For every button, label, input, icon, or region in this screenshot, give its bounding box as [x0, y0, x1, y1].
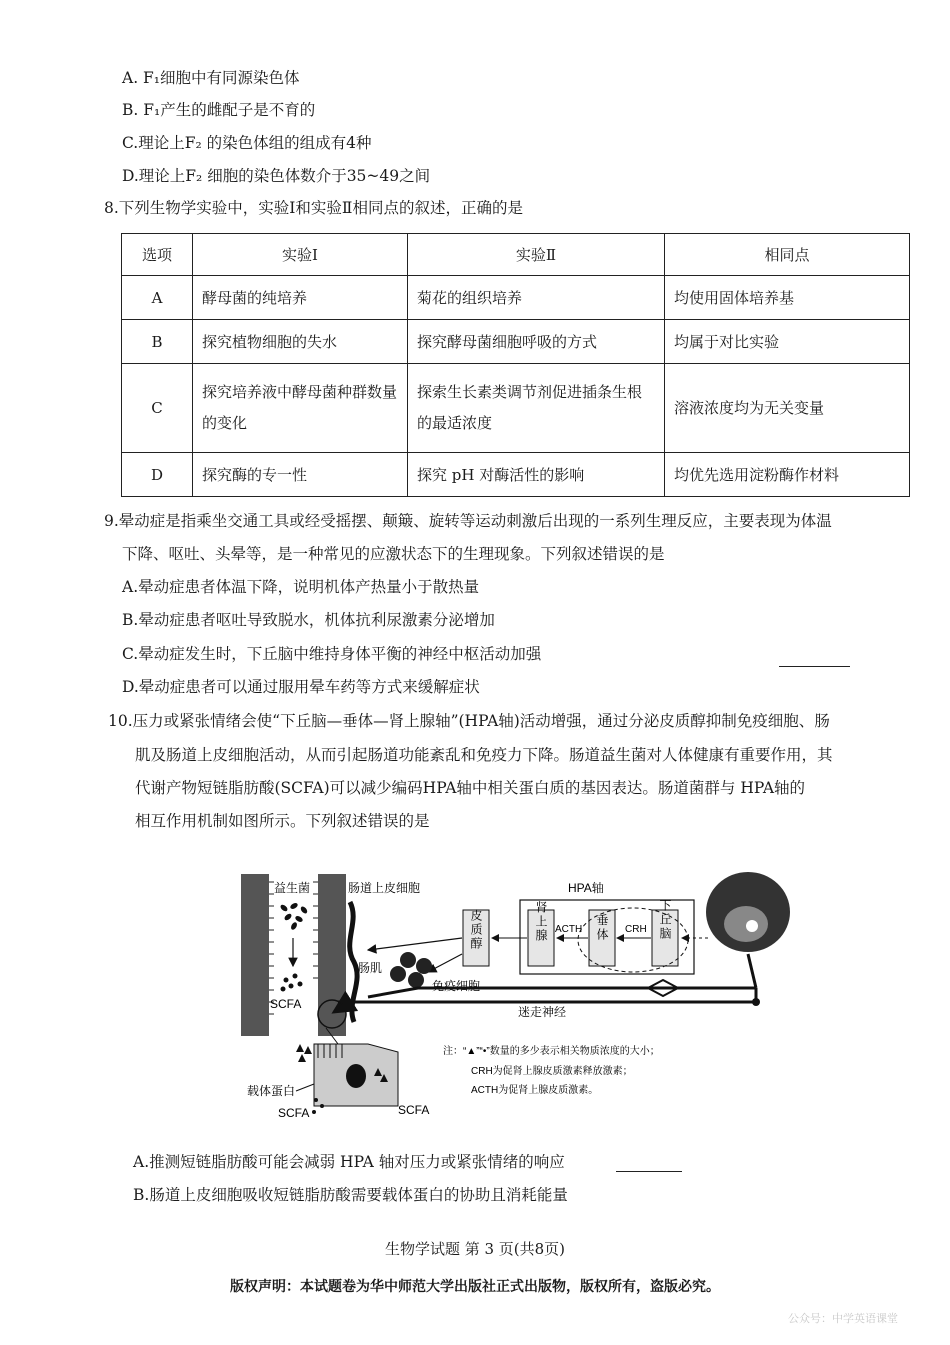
- hpa-gut-figure: [238, 862, 798, 1122]
- label-adrenal: 肾上腺: [534, 901, 548, 943]
- label-hpa-axis: HPA轴: [568, 881, 604, 895]
- immune-cells-icon: [390, 952, 432, 988]
- label-pituitary: 垂体: [595, 914, 609, 942]
- q8-stem: 8.下列生物学实验中，实验Ⅰ和实验Ⅱ相同点的叙述，正确的是: [104, 199, 523, 217]
- label-cortisol: 皮质醇: [469, 909, 483, 951]
- row-option: B: [122, 320, 193, 364]
- answer-blank: [616, 1170, 682, 1172]
- label-vagus: 迷走神经: [518, 1005, 567, 1019]
- figure-note-3: ACTH为促肾上腺皮质激素。: [471, 1085, 599, 1096]
- row-same: 均使用固体培养基: [665, 276, 910, 320]
- label-hypothalamus: 下丘脑: [658, 899, 672, 941]
- q10-stem-line2: 肌及肠道上皮细胞活动，从而引起肠道功能紊乱和免疫力下降。肠道益生菌对人体健康有重要作用，其: [135, 746, 833, 764]
- label-probiotic: 益生菌: [274, 881, 311, 895]
- q7-option-b: B. F₁产生的雌配子是不育的: [122, 101, 316, 119]
- table-row: [122, 320, 910, 364]
- label-scfa-right: SCFA: [398, 1103, 430, 1117]
- page-footer: 生物学试题 第 3 页(共8页): [384, 1240, 566, 1258]
- label-scfa-top: SCFA: [270, 997, 302, 1011]
- row-option: D: [122, 453, 193, 497]
- header-exp1: 实验Ⅰ: [193, 234, 408, 276]
- q10-stem-line1: 10.压力或紧张情绪会使“下丘脑—垂体—肾上腺轴”(HPA轴)活动增强，通过分泌皮质醇抑制免疫细胞、肠: [108, 712, 830, 730]
- row-exp1: 探究植物细胞的失水: [193, 320, 408, 364]
- label-carrier-protein: 载体蛋白: [247, 1084, 296, 1098]
- q7-option-c: C.理论上F₂ 的染色体组的组成有4种: [122, 134, 372, 152]
- q10-stem-line4: 相互作用机制如图所示。下列叙述错误的是: [135, 812, 430, 830]
- q7-option-a: A. F₁细胞中有同源染色体: [122, 69, 300, 87]
- label-crh: CRH: [625, 924, 647, 935]
- row-option: C: [122, 364, 193, 453]
- label-epithelial: 肠道上皮细胞: [348, 881, 421, 895]
- header-option: 选项: [122, 234, 193, 276]
- table-row: [122, 453, 910, 497]
- q7-option-d: D.理论上F₂ 细胞的染色体数介于35~49之间: [122, 167, 431, 185]
- row-exp2: 菊花的组织培养: [408, 276, 665, 320]
- table-header-row: [122, 234, 910, 276]
- answer-blank: [779, 665, 850, 667]
- q10-option-a: A.推测短链脂肪酸可能会减弱 HPA 轴对压力或紧张情绪的响应: [133, 1153, 565, 1171]
- row-exp1: 探究培养液中酵母菌种群数量的变化: [193, 364, 408, 453]
- header-same: 相同点: [665, 234, 910, 276]
- watermark: 公众号：中学英语课堂: [788, 1312, 898, 1325]
- copyright-notice: 版权声明：本试题卷为华中师范大学出版社正式出版物，版权所有，盗版必究。: [230, 1279, 720, 1295]
- row-same: 溶液浓度均为无关变量: [665, 364, 910, 453]
- brain-icon: [706, 872, 790, 952]
- row-exp2: 探索生长素类调节剂促进插条生根的最适浓度: [408, 364, 665, 453]
- row-exp1: 酵母菌的纯培养: [193, 276, 408, 320]
- q9-option-a: A.晕动症患者体温下降，说明机体产热量小于散热量: [122, 578, 480, 596]
- label-acth: ACTH: [555, 924, 583, 935]
- gut-muscle-shape: [350, 902, 357, 1022]
- header-exp2: 实验Ⅱ: [408, 234, 665, 276]
- row-exp1: 探究酶的专一性: [193, 453, 408, 497]
- q9-stem-line2: 下降、呕吐、头晕等，是一种常见的应激状态下的生理现象。下列叙述错误的是: [122, 545, 665, 563]
- label-scfa-bottom: SCFA: [278, 1106, 310, 1120]
- q8-table: [121, 233, 910, 497]
- q9-option-b: B.晕动症患者呕吐导致脱水，机体抗利尿激素分泌增加: [122, 611, 495, 629]
- gut-wall-left: [241, 874, 269, 1036]
- table-row: [122, 364, 910, 453]
- q10-stem-line3: 代谢产物短链脂肪酸(SCFA)可以减少编码HPA轴中相关蛋白质的基因表达。肠道菌群与 HPA轴的: [135, 779, 806, 797]
- scfa-dots-icon: [281, 974, 303, 992]
- gut-wall-right: [318, 874, 346, 1036]
- probiotic-bacteria-icon: [279, 902, 308, 931]
- q9-option-c: C.晕动症发生时，下丘脑中维持身体平衡的神经中枢活动加强: [122, 645, 542, 663]
- row-same: 均优先选用淀粉酶作材料: [665, 453, 910, 497]
- row-exp2: 探究酵母菌细胞呼吸的方式: [408, 320, 665, 364]
- label-gut-muscle: 肠肌: [358, 961, 383, 975]
- q9-option-d: D.晕动症患者可以通过服用晕车药等方式来缓解症状: [122, 678, 480, 696]
- row-same: 均属于对比实验: [665, 320, 910, 364]
- row-exp2: 探究 pH 对酶活性的影响: [408, 453, 665, 497]
- label-immune-cells: 免疫细胞: [432, 979, 481, 993]
- row-option: A: [122, 276, 193, 320]
- figure-note-1: 注：“▲”“•”数量的多少表示相关物质浓度的大小；: [443, 1046, 660, 1057]
- figure-note-2: CRH为促肾上腺皮质激素释放激素；: [471, 1066, 633, 1077]
- q9-stem-line1: 9.晕动症是指乘坐交通工具或经受摇摆、颠簸、旋转等运动刺激后出现的一系列生理反应，主要表现为体温: [104, 512, 832, 530]
- table-row: [122, 276, 910, 320]
- q10-option-b: B.肠道上皮细胞吸收短链脂肪酸需要载体蛋白的协助且消耗能量: [133, 1186, 568, 1204]
